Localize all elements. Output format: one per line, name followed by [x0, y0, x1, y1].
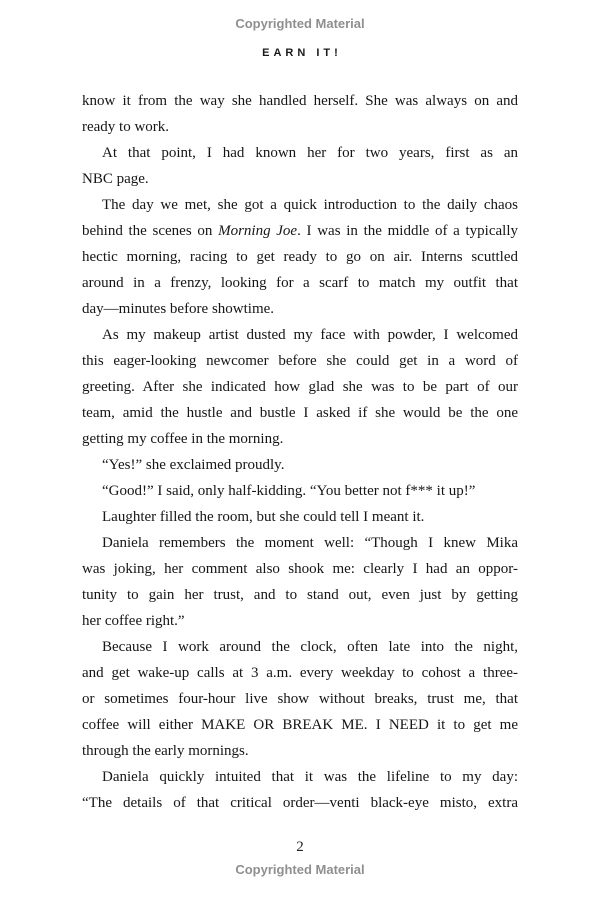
body-line: ready to work.: [82, 119, 170, 135]
body-line: getting my coffee in the morning.: [82, 431, 284, 447]
paragraph: [82, 634, 518, 764]
running-title: EARN IT!: [262, 47, 342, 59]
paragraph: [82, 530, 518, 634]
copyright-notice-bottom: Copyrighted Material: [235, 862, 365, 877]
body-line: coffee will either MAKE OR BREAK ME. I NEED it to get me: [82, 717, 518, 733]
body-line: “Good!” I said, only half-kidding. “You better not f*** it up!”: [102, 483, 476, 499]
body-line: behind the scenes on Morning Joe. I was in the middle of a typically: [82, 223, 518, 239]
body-line: this eager-looking newcomer before she could get in a word of: [82, 353, 518, 369]
paragraph: [82, 322, 518, 452]
body-line: tunity to gain her trust, and to stand out, even just by getting: [82, 587, 518, 603]
body-line: day—minutes before showtime.: [82, 301, 275, 317]
body-line: team, amid the hustle and bustle I asked if she would be the one: [82, 405, 518, 421]
body-line: and get wake-up calls at 3 a.m. every weekday to cohost a three-: [82, 665, 518, 681]
page-number: 2: [296, 839, 304, 855]
body-line: know it from the way she handled herself. She was always on and: [82, 93, 518, 109]
copyright-notice-top: Copyrighted Material: [235, 16, 365, 31]
body-line: Daniela quickly intuited that it was the lifeline to my day:: [102, 769, 518, 785]
body-line: As my makeup artist dusted my face with powder, I welcomed: [102, 327, 518, 343]
paragraph: [82, 88, 518, 140]
body-line: greeting. After she indicated how glad she was to be part of our: [82, 379, 518, 395]
body-line: NBC page.: [82, 171, 149, 187]
body-line: around in a frenzy, looking for a scarf to match my outfit that: [82, 275, 518, 291]
body-line: was joking, her comment also shook me: clearly I had an oppor-: [82, 561, 518, 577]
body-line: hectic morning, racing to get ready to go on air. Interns scuttled: [82, 249, 518, 265]
body-line: “The details of that critical order—venti black-eye misto, extra: [82, 795, 518, 811]
body-line: Because I work around the clock, often late into the night,: [102, 639, 518, 655]
paragraph: [82, 478, 518, 504]
paragraph: [82, 452, 518, 478]
body-line: At that point, I had known her for two years, first as an: [102, 145, 518, 161]
body-text: [82, 88, 518, 816]
body-line: The day we met, she got a quick introduction to the daily chaos: [102, 197, 518, 213]
body-line: her coffee right.”: [82, 613, 185, 629]
body-line: Laughter filled the room, but she could tell I meant it.: [102, 509, 425, 525]
paragraph: [82, 140, 518, 192]
body-line: “Yes!” she exclaimed proudly.: [102, 457, 285, 473]
body-line: through the early mornings.: [82, 743, 249, 759]
paragraph: [82, 192, 518, 322]
paragraph: [82, 504, 518, 530]
paragraph: [82, 764, 518, 816]
body-line: Daniela remembers the moment well: “Though I knew Mika: [102, 535, 518, 551]
body-line: or sometimes four-hour live show without breaks, trust me, that: [82, 691, 518, 707]
